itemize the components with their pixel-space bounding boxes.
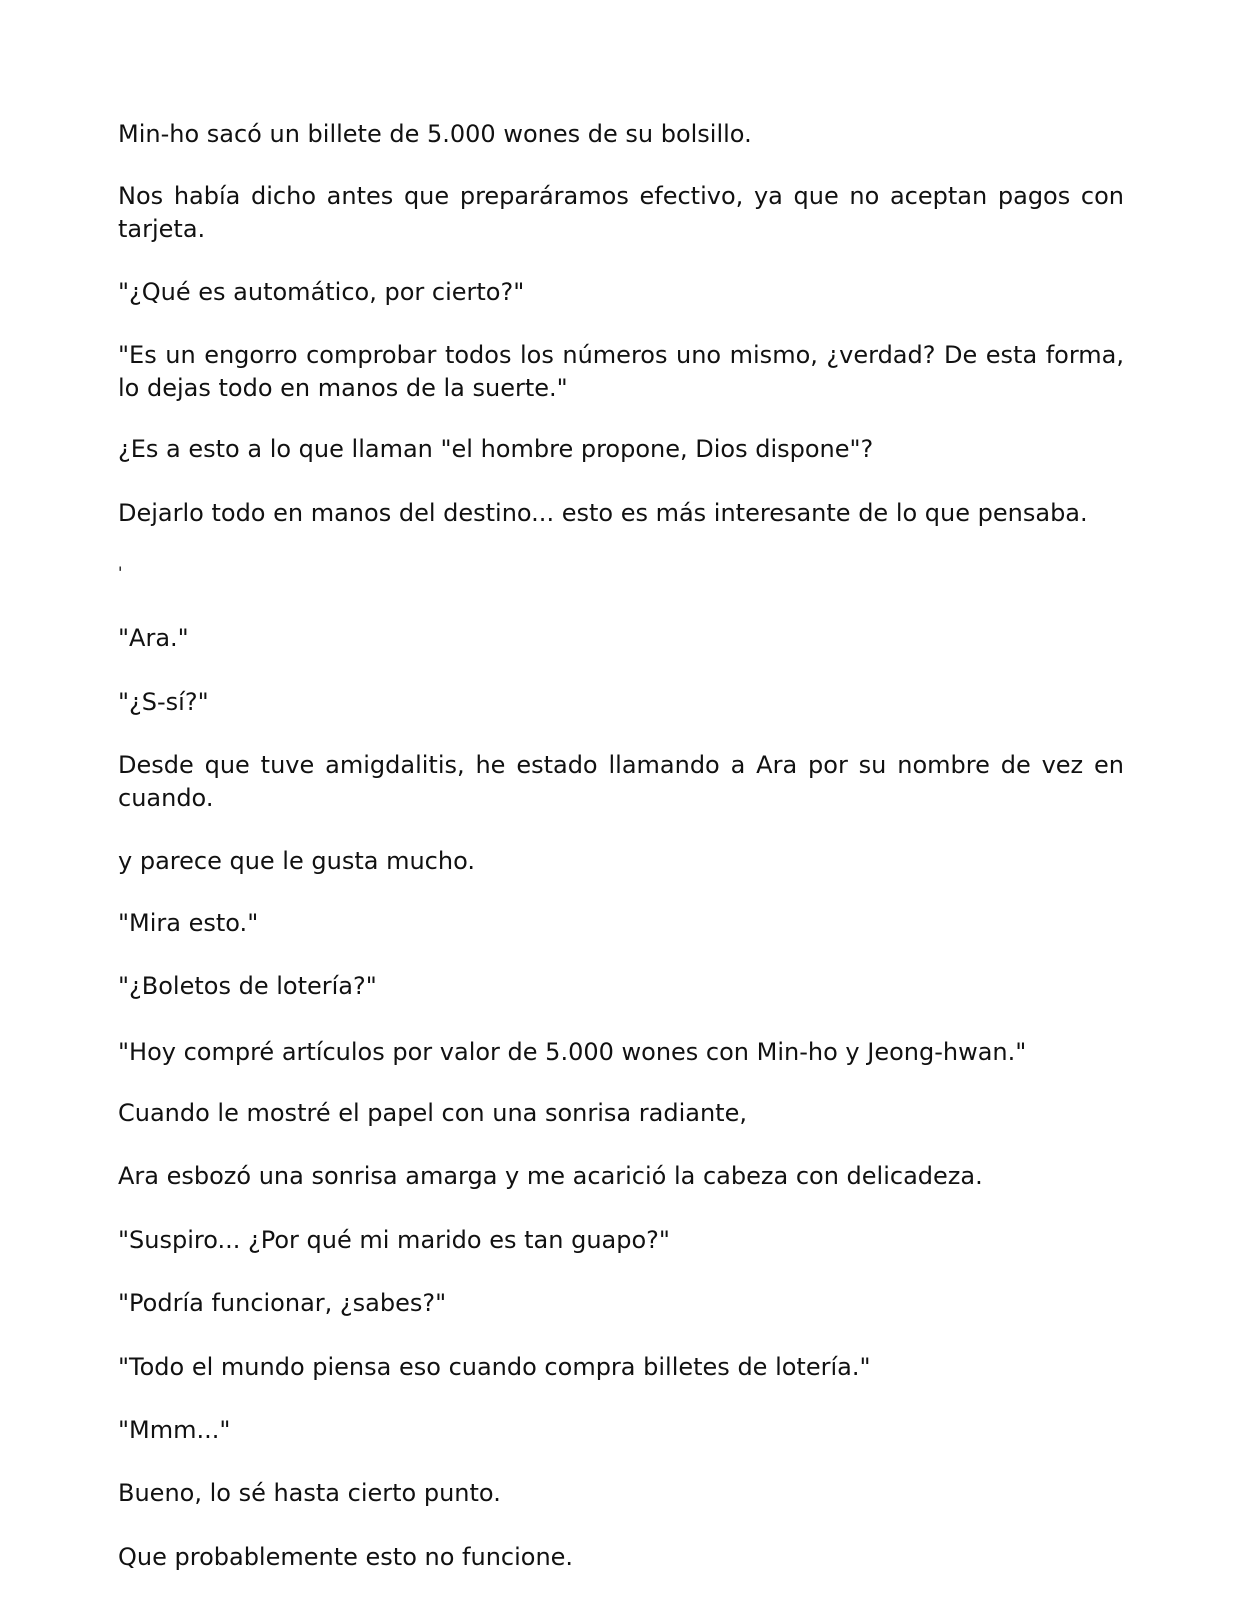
paragraph: Que probablemente esto no funcione. — [118, 1543, 574, 1571]
paragraph: "Todo el mundo piensa eso cuando compra billetes de lotería." — [118, 1353, 871, 1381]
paragraph: Ara esbozó una sonrisa amarga y me acarició la cabeza con delicadeza. — [118, 1162, 983, 1190]
paragraph: "Es un engorro comprobar todos los números uno mismo, ¿verdad? De esta forma, lo dejas todo en manos de la suerte." — [118, 341, 1124, 402]
paragraph: "¿Qué es automático, por cierto?" — [118, 278, 525, 306]
paragraph: ¿Es a esto a lo que llaman "el hombre propone, Dios dispone"? — [118, 435, 874, 463]
paragraph: "Ara." — [118, 624, 189, 652]
paragraph: "Suspiro... ¿Por qué mi marido es tan guapo?" — [118, 1226, 670, 1254]
paragraph: Bueno, lo sé hasta cierto punto. — [118, 1479, 501, 1507]
paragraph: Dejarlo todo en manos del destino... esto es más interesante de lo que pensaba. — [118, 499, 1088, 527]
stray-mark: ' — [118, 563, 123, 582]
paragraph: "Podría funcionar, ¿sabes?" — [118, 1289, 447, 1317]
paragraph: "Mmm..." — [118, 1416, 231, 1444]
paragraph: Cuando le mostré el papel con una sonrisa radiante, — [118, 1099, 747, 1127]
paragraph: "Hoy compré artículos por valor de 5.000 wones con Min-ho y Jeong-hwan." — [118, 1038, 1027, 1066]
paragraph: y parece que le gusta mucho. — [118, 847, 475, 875]
paragraph: Desde que tuve amigdalitis, he estado llamando a Ara por su nombre de vez en cuando. — [118, 751, 1124, 812]
paragraph: Nos había dicho antes que preparáramos efectivo, ya que no aceptan pagos con tarjeta. — [118, 182, 1124, 243]
paragraph: "¿Boletos de lotería?" — [118, 972, 377, 1000]
paragraph: Min-ho sacó un billete de 5.000 wones de su bolsillo. — [118, 120, 752, 148]
paragraph: "Mira esto." — [118, 909, 259, 937]
paragraph: "¿S-sí?" — [118, 688, 209, 716]
